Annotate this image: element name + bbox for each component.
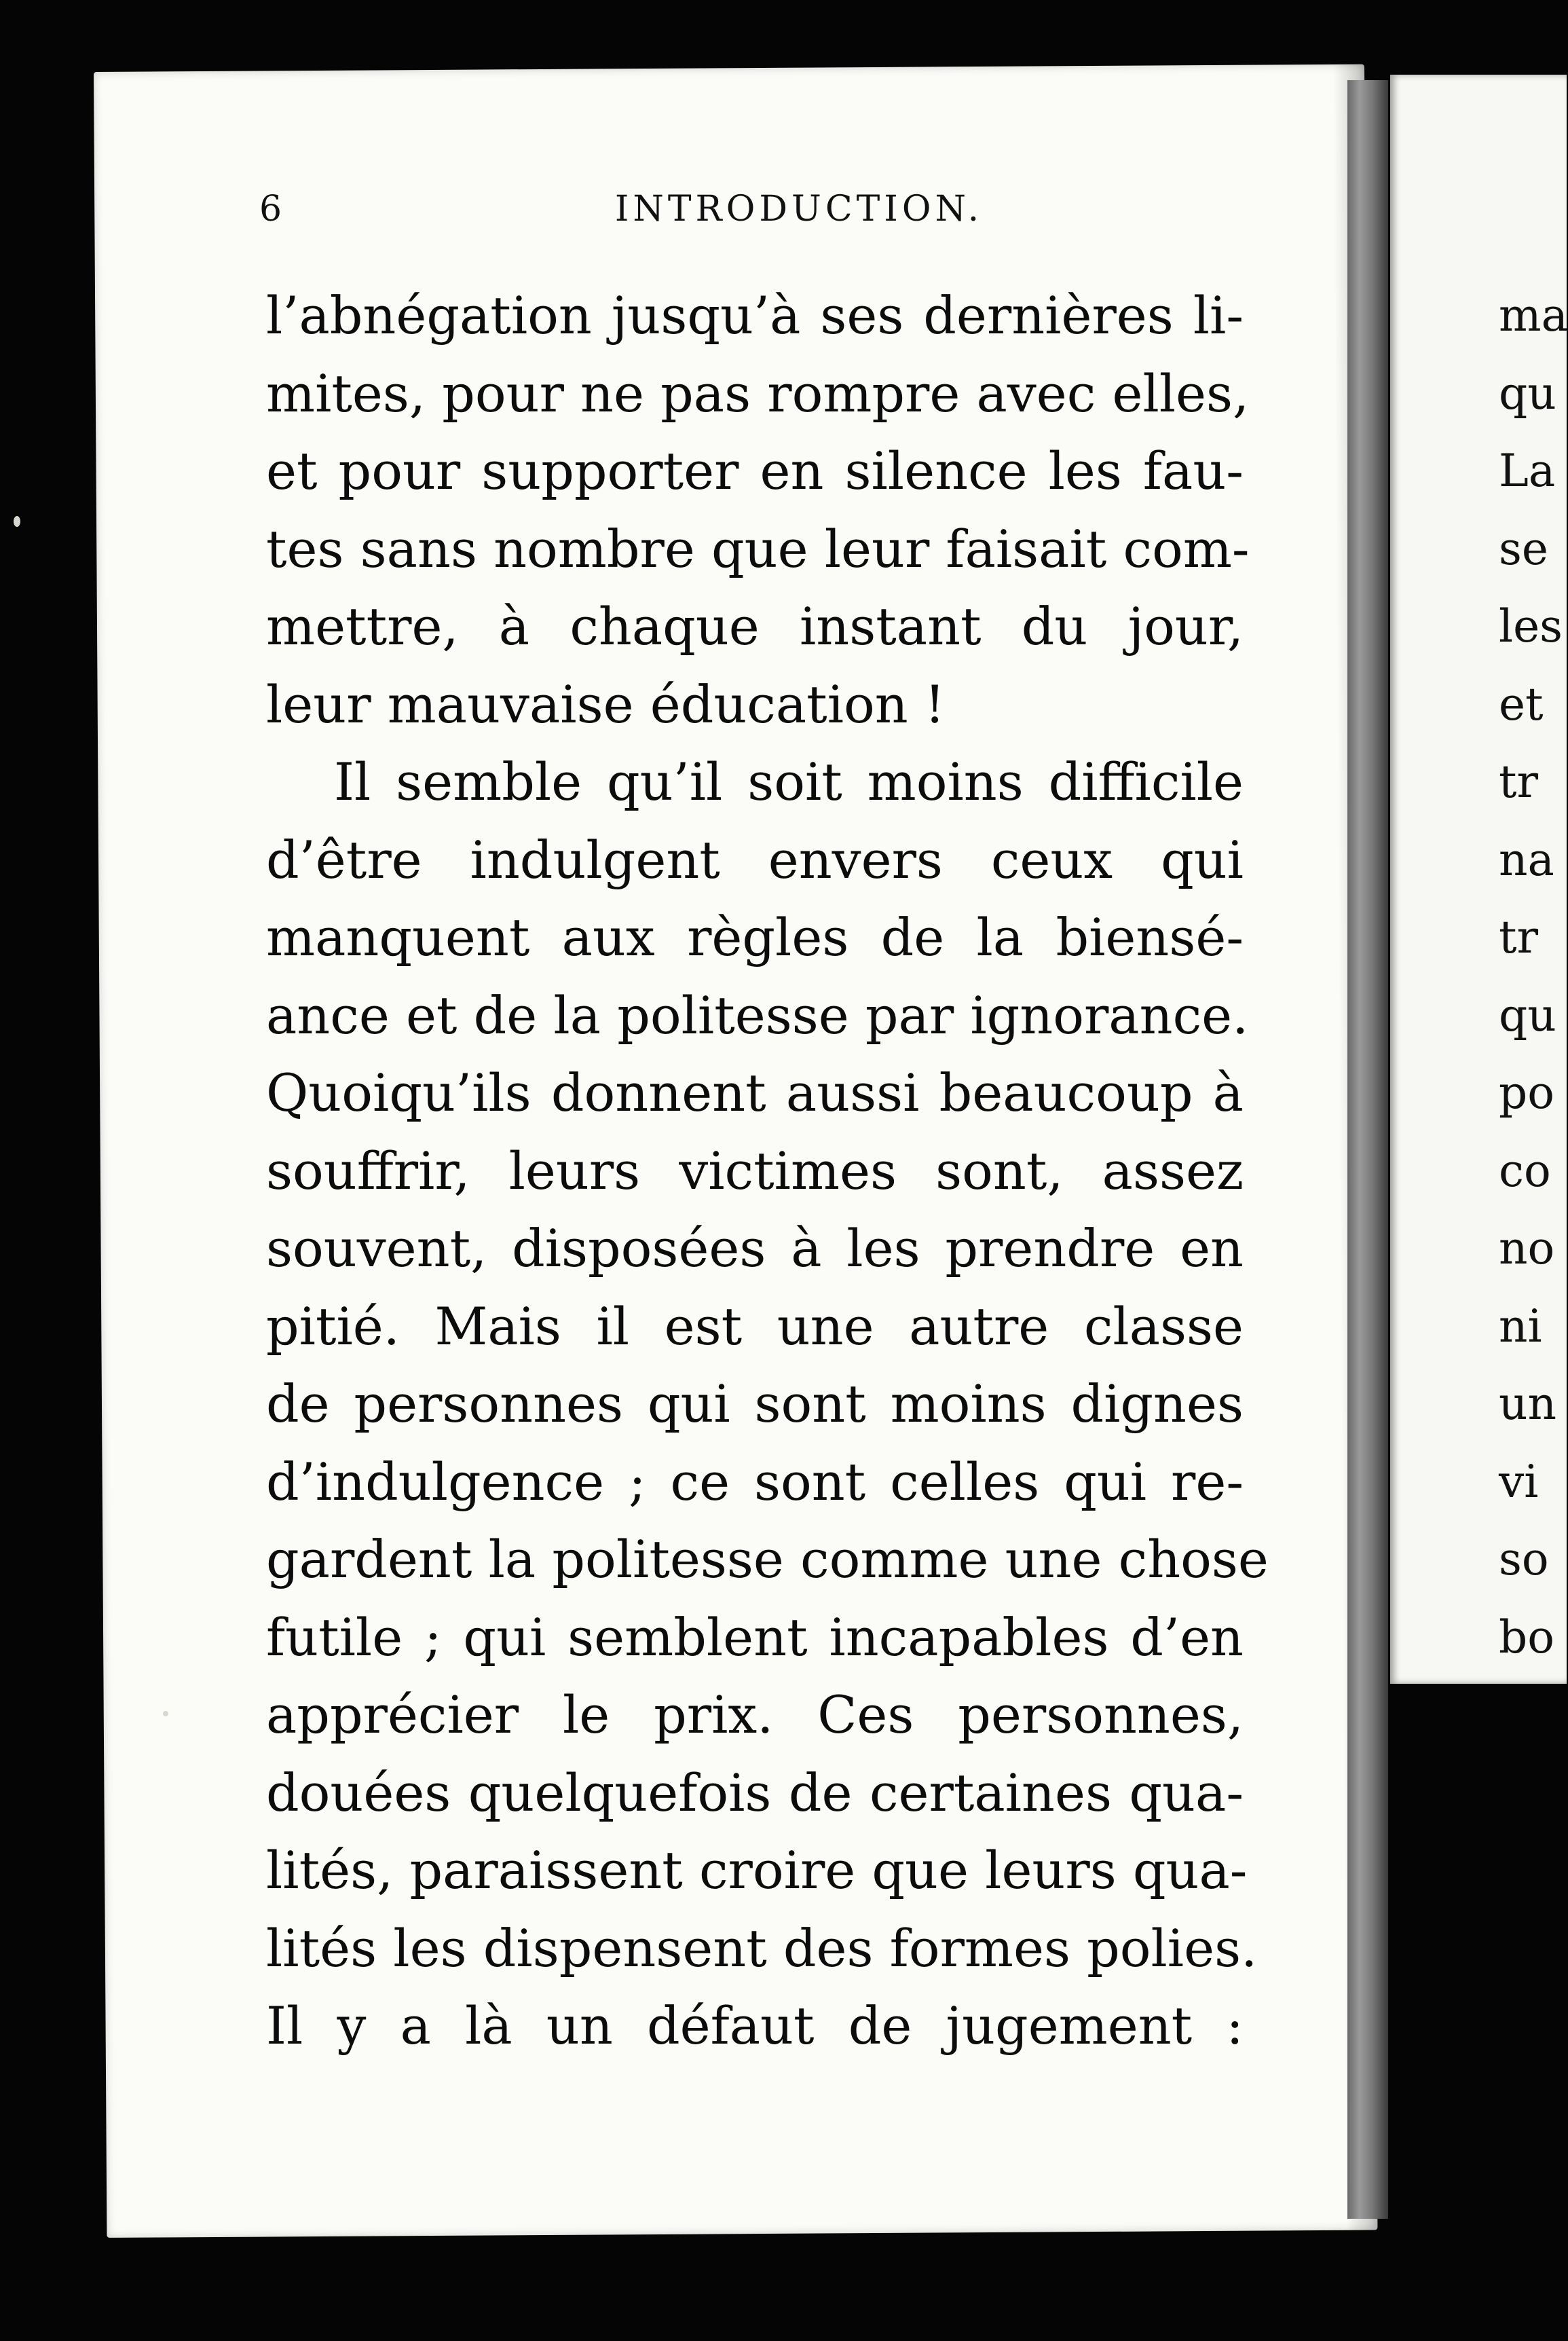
facing-text-fragment: vi [1499, 1455, 1539, 1508]
text-line: d’indulgence ; ce sont celles qui re- [266, 1451, 1244, 1512]
facing-page-text [1499, 277, 1568, 1676]
facing-text-fragment: ma [1499, 289, 1568, 342]
facing-text-fragment: les [1499, 600, 1563, 652]
text-line: apprécier le prix. Ces personnes, [266, 1684, 1244, 1745]
text-line: manquent aux règles de la biensé- [266, 907, 1244, 967]
text-line: gardent la politesse comme une chose [266, 1529, 1269, 1589]
book-gutter [1347, 80, 1388, 2219]
facing-text-fragment: tr [1499, 756, 1539, 808]
text-line: tes sans nombre que leur faisait com- [266, 518, 1250, 579]
text-line: et pour supporter en silence les fau- [266, 441, 1244, 501]
facing-text-fragment: qu [1499, 989, 1556, 1042]
facing-text-fragment: et [1499, 678, 1544, 731]
text-line: pitié. Mais il est une autre classe [266, 1295, 1244, 1357]
body-text [266, 277, 1269, 2065]
facing-text-fragment: un [1499, 1378, 1557, 1430]
text-line: mites, pour ne pas rompre avec elles, [266, 363, 1250, 424]
facing-text-fragment: no [1499, 1222, 1555, 1274]
text-line: l’abnégation jusqu’à ses dernières li- [266, 285, 1244, 346]
text-line: lités les dispensent des formes polies. [266, 1917, 1258, 1978]
facing-text-fragment: qu [1499, 367, 1556, 420]
text-line: de personnes qui sont moins dignes [266, 1374, 1244, 1434]
facing-text-fragment: ni [1499, 1299, 1542, 1352]
text-line: souffrir, leurs victimes sont, assez [266, 1140, 1244, 1201]
page-speck [14, 516, 20, 527]
text-line: ance et de la politesse par ignorance. [266, 984, 1249, 1046]
facing-text-fragment: se [1499, 522, 1548, 575]
facing-text-fragment: tr [1499, 911, 1539, 963]
facing-text-fragment: po [1499, 1067, 1554, 1119]
facing-text-fragment: bo [1499, 1610, 1554, 1663]
page-speck [163, 1711, 168, 1716]
text-line: douées quelquefois de certaines qua- [266, 1762, 1244, 1823]
text-line: d’être indulgent envers ceux qui [266, 829, 1244, 890]
facing-text-fragment: na [1499, 833, 1554, 886]
facing-text-fragment: co [1499, 1144, 1551, 1197]
facing-text-fragment: La [1499, 445, 1556, 497]
text-line: leur mauvaise éducation ! [266, 674, 946, 735]
text-line: futile ; qui semblent incapables d’en [266, 1606, 1244, 1667]
page-header [259, 189, 1257, 243]
text-line: mettre, à chaque instant du jour, [266, 596, 1244, 657]
text-line: Il y a là un défaut de jugement : [266, 1995, 1244, 2056]
running-head: INTRODUCTION. [614, 189, 984, 229]
text-line: Quoiqu’ils donnent aussi beaucoup à [266, 1063, 1244, 1123]
text-line: souvent, disposées à les prendre en [266, 1218, 1244, 1278]
page-number: 6 [259, 189, 282, 229]
facing-text-fragment: so [1499, 1533, 1549, 1585]
text-line: lités, paraissent croire que leurs qua- [266, 1840, 1248, 1900]
text-line: Il semble qu’il soit moins difficile [334, 752, 1244, 812]
